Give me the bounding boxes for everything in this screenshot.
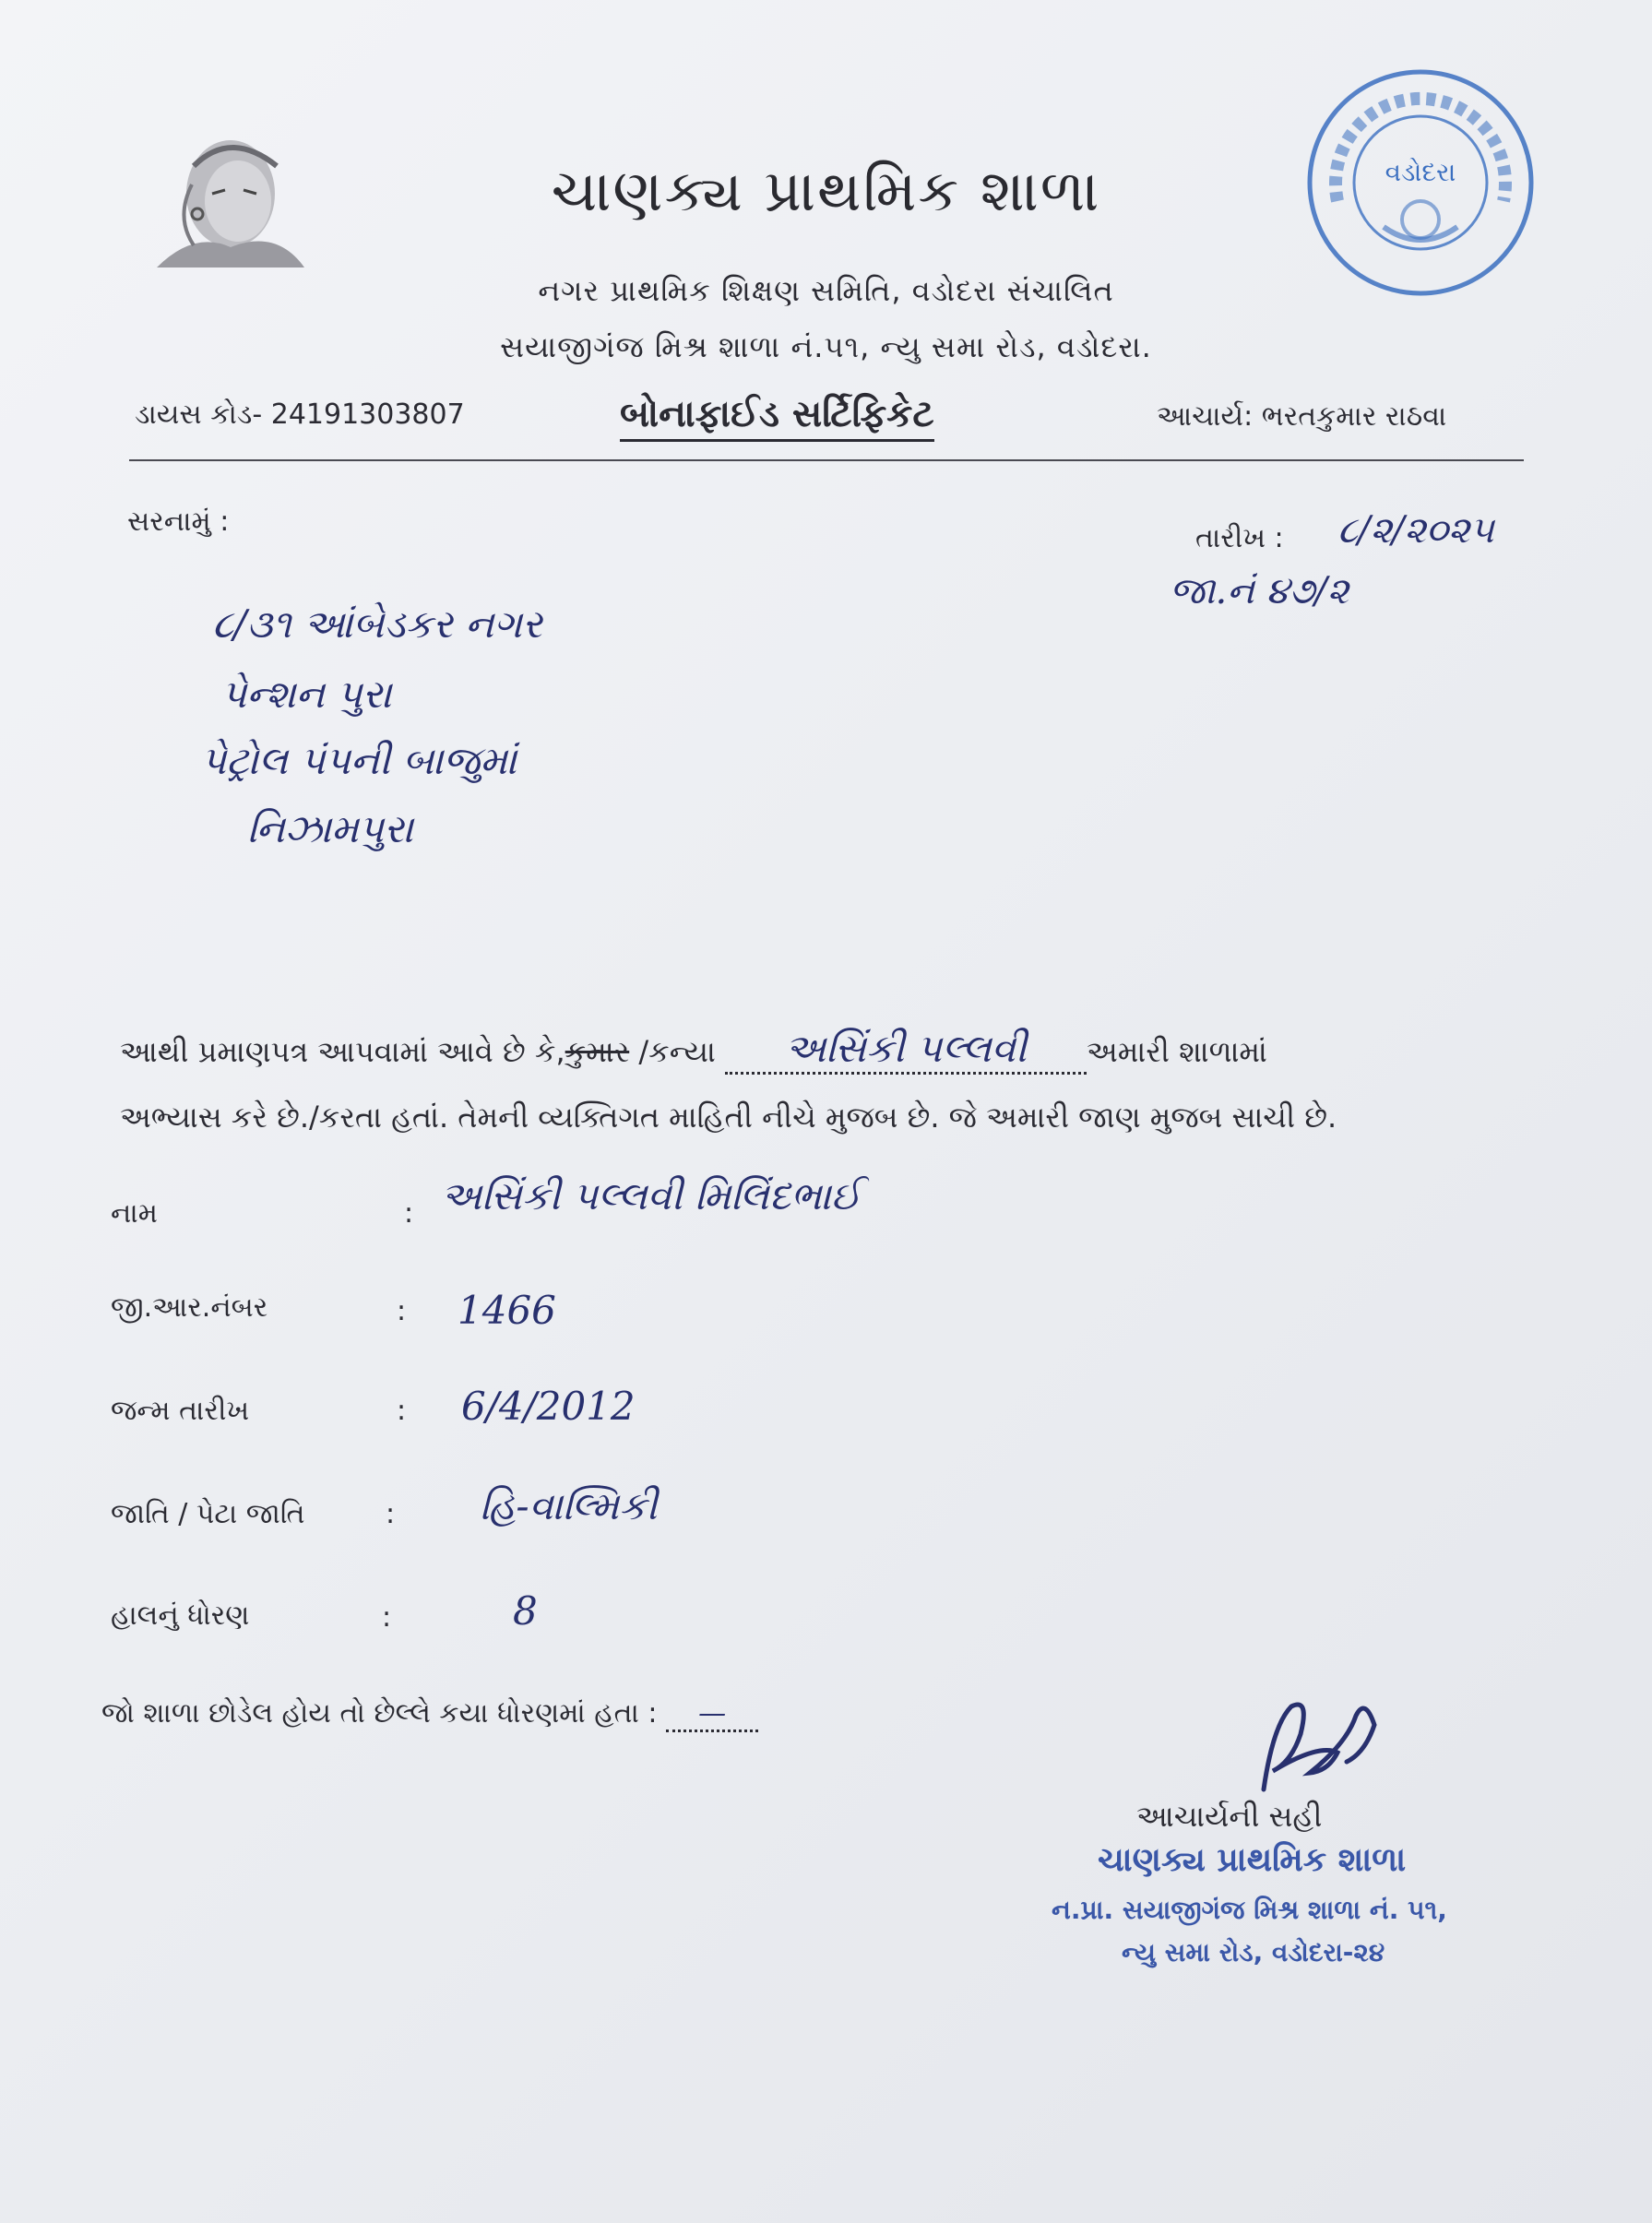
field-colon: : xyxy=(382,1601,392,1634)
field-value-name: અસિંકી પલ્લવી મિલિંદભાઈ xyxy=(441,1173,862,1218)
struck-kumar-text: કુમાર xyxy=(565,1034,630,1069)
field-label-caste: જાતિ / પેટા જાતિ xyxy=(111,1498,305,1530)
left-school-label: જો શાળા છોડેલ હોય તો છેલ્લે કયા ધોરણમાં હતા : xyxy=(101,1697,658,1730)
address-line-3: પેટ્રોલ પંપની બાજુમાં xyxy=(201,738,517,783)
signature-label: આચાર્યની સહી xyxy=(1136,1799,1323,1834)
address-line-1: ૮/૩૧ આંબેડકર નગર xyxy=(212,601,542,647)
dise-code: ડાયસ કોડ- 24191303807 xyxy=(135,398,465,431)
header-divider xyxy=(129,459,1524,461)
seal-school-name: ચાણક્ય પ્રાથમિક શાળા xyxy=(1098,1841,1407,1879)
stamp-city-text: વડોદરા xyxy=(1385,157,1456,187)
field-label-birth-date: જન્મ તારીખ xyxy=(111,1395,250,1427)
subtitle-address: સયાજીગંજ મિશ્ર શાળા નં.૫૧, ન્યુ સમા રોડ, વડોદરા. xyxy=(500,329,1152,364)
slash-kanya-text: /કન્યા xyxy=(629,1034,726,1069)
subtitle-governing-body: નગર પ્રાથમિક શિક્ષણ સમિતિ, વડોદરા સંચાલિત xyxy=(538,273,1114,308)
certificate-statement-line-1 xyxy=(120,1026,1267,1075)
address-label: સરનામું : xyxy=(127,505,230,538)
field-label-name: નામ xyxy=(111,1197,158,1230)
field-colon: : xyxy=(404,1197,414,1230)
left-school-line xyxy=(101,1697,758,1732)
seal-school-address-2: ન્યુ સમા રોડ, વડોદરા-૨૪ xyxy=(1122,1937,1385,1967)
school-name-heading: ચાણક્ય પ્રાથમિક શાળા xyxy=(551,157,1101,224)
date-label: તારીખ : xyxy=(1195,522,1284,554)
address-line-2: પેન્શન પુરા xyxy=(221,672,392,717)
student-name-short: અસિંકી પલ્લવી xyxy=(785,1026,1027,1071)
statement-school-text: અમારી શાળામાં xyxy=(1087,1034,1267,1069)
left-school-value: — xyxy=(666,1697,758,1732)
field-colon: : xyxy=(397,1395,407,1427)
field-value-caste: હિ-વાલ્મિકી xyxy=(480,1483,658,1528)
principal-name: આચાર્ય: ભરતકુમાર રાઠવા xyxy=(1157,400,1447,433)
address-line-4: નિઝામપુરા xyxy=(247,806,414,851)
field-value-current-standard: 8 xyxy=(513,1588,538,1634)
seal-school-address-1: ન.પ્રા. સયાજીગંજ મિશ્ર શાળા નં. ૫૧, xyxy=(1052,1895,1447,1925)
statement-intro: આથી પ્રમાણપત્ર આપવામાં આવે છે કે, xyxy=(120,1034,565,1069)
certificate-title: બોનાફાઈડ સર્ટિફિકેટ xyxy=(620,393,934,442)
field-label-gr-number: જી.આર.નંબર xyxy=(111,1291,268,1324)
date-value: ૮/૨/૨૦૨૫ xyxy=(1337,509,1494,552)
certificate-statement-line-2: અભ્યાસ કરે છે./કરતા હતાં. તેમની વ્યક્તિગત માહિતી નીચે મુજબ છે. જે અમારી જાણ મુજબ સાચી છે. xyxy=(120,1100,1337,1135)
field-value-gr-number: 1466 xyxy=(458,1288,556,1333)
student-name-blank xyxy=(725,1026,1087,1075)
field-value-birth-date: 6/4/2012 xyxy=(461,1384,636,1429)
principal-signature-image xyxy=(1236,1688,1393,1808)
field-colon: : xyxy=(397,1295,407,1327)
reference-number: જા.નં ૪૭/૨ xyxy=(1170,570,1349,612)
school-stamp-image xyxy=(1301,63,1540,303)
field-label-current-standard: હાલનું ધોરણ xyxy=(111,1599,250,1632)
field-colon: : xyxy=(386,1498,396,1530)
